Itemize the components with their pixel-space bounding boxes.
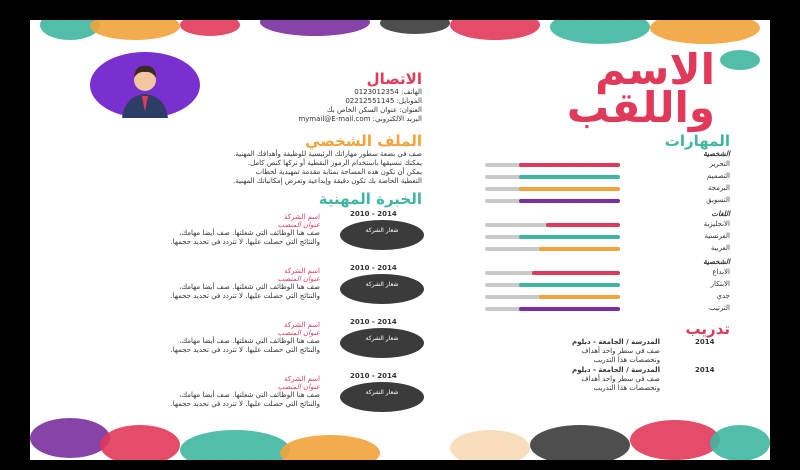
- training-desc: صف في سطر واحد أهداف: [581, 347, 660, 355]
- contact-heading: الاتصال: [366, 70, 422, 88]
- experience-desc: والنتائج التي حصلت عليها. لا تتردد في تحديد حجمها.: [170, 238, 320, 246]
- skill-bar-fill: [532, 271, 620, 275]
- training-desc: وتخصصات هذا التدريب: [593, 356, 660, 364]
- profile-line: التغطية الخاصة بك تكون دقيقة وإبداعية وتعرض إمكانياتك المهنية.: [233, 177, 422, 185]
- skills-heading: المهارات: [664, 132, 730, 150]
- paint-splash: [630, 420, 720, 460]
- skill-bar: [485, 163, 620, 167]
- resume-page: [30, 20, 770, 460]
- training-school: المدرسة / الجامعة - دبلوم: [572, 338, 660, 346]
- paint-splash: [100, 425, 180, 460]
- experience-dates: 2010 - 2014: [350, 372, 397, 380]
- experience-desc: صف هنا الوظائف التي شغلتها. صف أيضا مهامك،: [179, 337, 320, 345]
- name-title: الاسم: [595, 45, 715, 94]
- position-title: عنوان المنصب: [277, 275, 320, 283]
- surname-title: واللقب: [566, 83, 715, 132]
- company-logo: [340, 328, 424, 358]
- watermark-logo: مستقل: [350, 412, 438, 440]
- paint-splash: [90, 20, 180, 40]
- skill-bar: [485, 199, 620, 203]
- experience-heading: الخبرة المهنية: [318, 190, 422, 208]
- paint-splash: [450, 20, 540, 40]
- training-desc: وتخصصات هذا التدريب: [593, 384, 660, 392]
- skill-label: الفرنسية: [704, 232, 730, 240]
- person-icon: [90, 52, 200, 118]
- skill-bar: [485, 283, 620, 287]
- company-logo-label: شعار الشركة: [365, 335, 399, 342]
- skill-label: الانجليزية: [703, 220, 730, 228]
- skill-label: التسويق: [706, 196, 730, 204]
- skill-bar-fill: [519, 307, 620, 311]
- paint-splash: [710, 425, 770, 460]
- paint-splash: [530, 425, 630, 460]
- skill-bar: [485, 235, 620, 239]
- skill-label: البرمجة: [707, 184, 730, 192]
- skill-bar-fill: [539, 295, 620, 299]
- skill-bar-fill: [519, 175, 620, 179]
- company-name: اسم الشركة: [284, 267, 320, 275]
- profile-heading: الملف الشخصي: [305, 132, 422, 150]
- paint-splash: [550, 20, 650, 44]
- experience-desc: والنتائج التي حصلت عليها. لا تتردد في تحديد حجمها.: [170, 292, 320, 300]
- skill-group-title: الشخصية: [703, 258, 730, 266]
- skill-group-title: الشخصية: [703, 150, 730, 158]
- training-heading: تدريب: [685, 320, 730, 338]
- paint-splash: [260, 20, 370, 36]
- training-desc: صف في سطر واحد أهداف: [581, 375, 660, 383]
- company-logo-label: شعار الشركة: [365, 389, 399, 396]
- skill-bar-fill: [546, 223, 620, 227]
- contact-address: العنوان: عنوان السكن الخاص بك: [326, 106, 422, 114]
- paint-splash: [180, 430, 290, 460]
- paint-splash: [650, 20, 760, 44]
- skill-bar-fill: [519, 235, 620, 239]
- skill-bar-fill: [519, 199, 620, 203]
- training-year: 2014: [695, 338, 715, 346]
- skill-label: الترتيب: [709, 304, 730, 312]
- skill-bar: [485, 247, 620, 251]
- experience-dates: 2010 - 2014: [350, 318, 397, 326]
- skill-group-title: اللغات: [711, 210, 730, 218]
- avatar: [90, 52, 200, 118]
- skill-bar: [485, 271, 620, 275]
- paint-splash: [450, 430, 530, 460]
- company-logo-label: شعار الشركة: [365, 281, 399, 288]
- skill-bar-fill: [519, 187, 620, 191]
- skill-bar: [485, 187, 620, 191]
- skill-bar: [485, 223, 620, 227]
- position-title: عنوان المنصب: [277, 221, 320, 229]
- experience-desc: والنتائج التي حصلت عليها. لا تتردد في تحديد حجمها.: [170, 400, 320, 408]
- skill-label: التصميم: [706, 172, 730, 180]
- skill-bar: [485, 295, 620, 299]
- paint-splash: [380, 20, 450, 34]
- contact-email: البريد الالكتروني: mymail@E-mail.com: [298, 115, 422, 123]
- company-logo-label: شعار الشركة: [365, 227, 399, 234]
- company-logo: [340, 274, 424, 304]
- skill-label: الابتكار: [710, 280, 730, 288]
- watermark-url: mostaql.com: [380, 442, 445, 453]
- skill-bar-fill: [519, 283, 620, 287]
- contact-phone: الهاتف: 0123012354: [354, 88, 422, 96]
- company-logo: [340, 220, 424, 250]
- skill-bar: [485, 175, 620, 179]
- profile-line: يمكن أن تكون هذه المساحة بمثابة مقدمة تمهيدية لخطاب: [255, 168, 422, 176]
- skill-label: التحرير: [709, 160, 730, 168]
- training-year: 2014: [695, 366, 715, 374]
- skill-bar-fill: [539, 247, 620, 251]
- company-name: اسم الشركة: [284, 375, 320, 383]
- skill-label: الابداع: [712, 268, 730, 276]
- experience-desc: والنتائج التي حصلت عليها. لا تتردد في تحديد حجمها.: [170, 346, 320, 354]
- profile-line: صف في بضعة سطور مهاراتك الرئيسية للوظيفة وأهدافك المهنية.: [233, 150, 422, 158]
- experience-desc: صف هنا الوظائف التي شغلتها. صف أيضا مهامك،: [179, 283, 320, 291]
- company-name: اسم الشركة: [284, 213, 320, 221]
- training-school: المدرسة / الجامعة - دبلوم: [572, 366, 660, 374]
- experience-desc: صف هنا الوظائف التي شغلتها. صف أيضا مهامك،: [179, 391, 320, 399]
- paint-splash: [30, 418, 110, 458]
- experience-desc: صف هنا الوظائف التي شغلتها. صف أيضا مهامك،: [179, 229, 320, 237]
- skill-label: العربية: [710, 244, 730, 252]
- contact-mobile: الموبايل: 02212551145: [345, 97, 422, 105]
- paint-splash: [720, 50, 760, 70]
- skill-bar: [485, 307, 620, 311]
- position-title: عنوان المنصب: [277, 329, 320, 337]
- skill-label: جدي: [716, 292, 730, 300]
- company-logo: [340, 382, 424, 412]
- skill-bar-fill: [519, 163, 620, 167]
- paint-splash: [180, 20, 240, 36]
- experience-dates: 2010 - 2014: [350, 264, 397, 272]
- profile-line: يمكنك تنسيقها باستخدام الرموز النقطية أو تركها كنص كامل.: [247, 159, 422, 167]
- company-name: اسم الشركة: [284, 321, 320, 329]
- experience-dates: 2010 - 2014: [350, 210, 397, 218]
- position-title: عنوان المنصب: [277, 383, 320, 391]
